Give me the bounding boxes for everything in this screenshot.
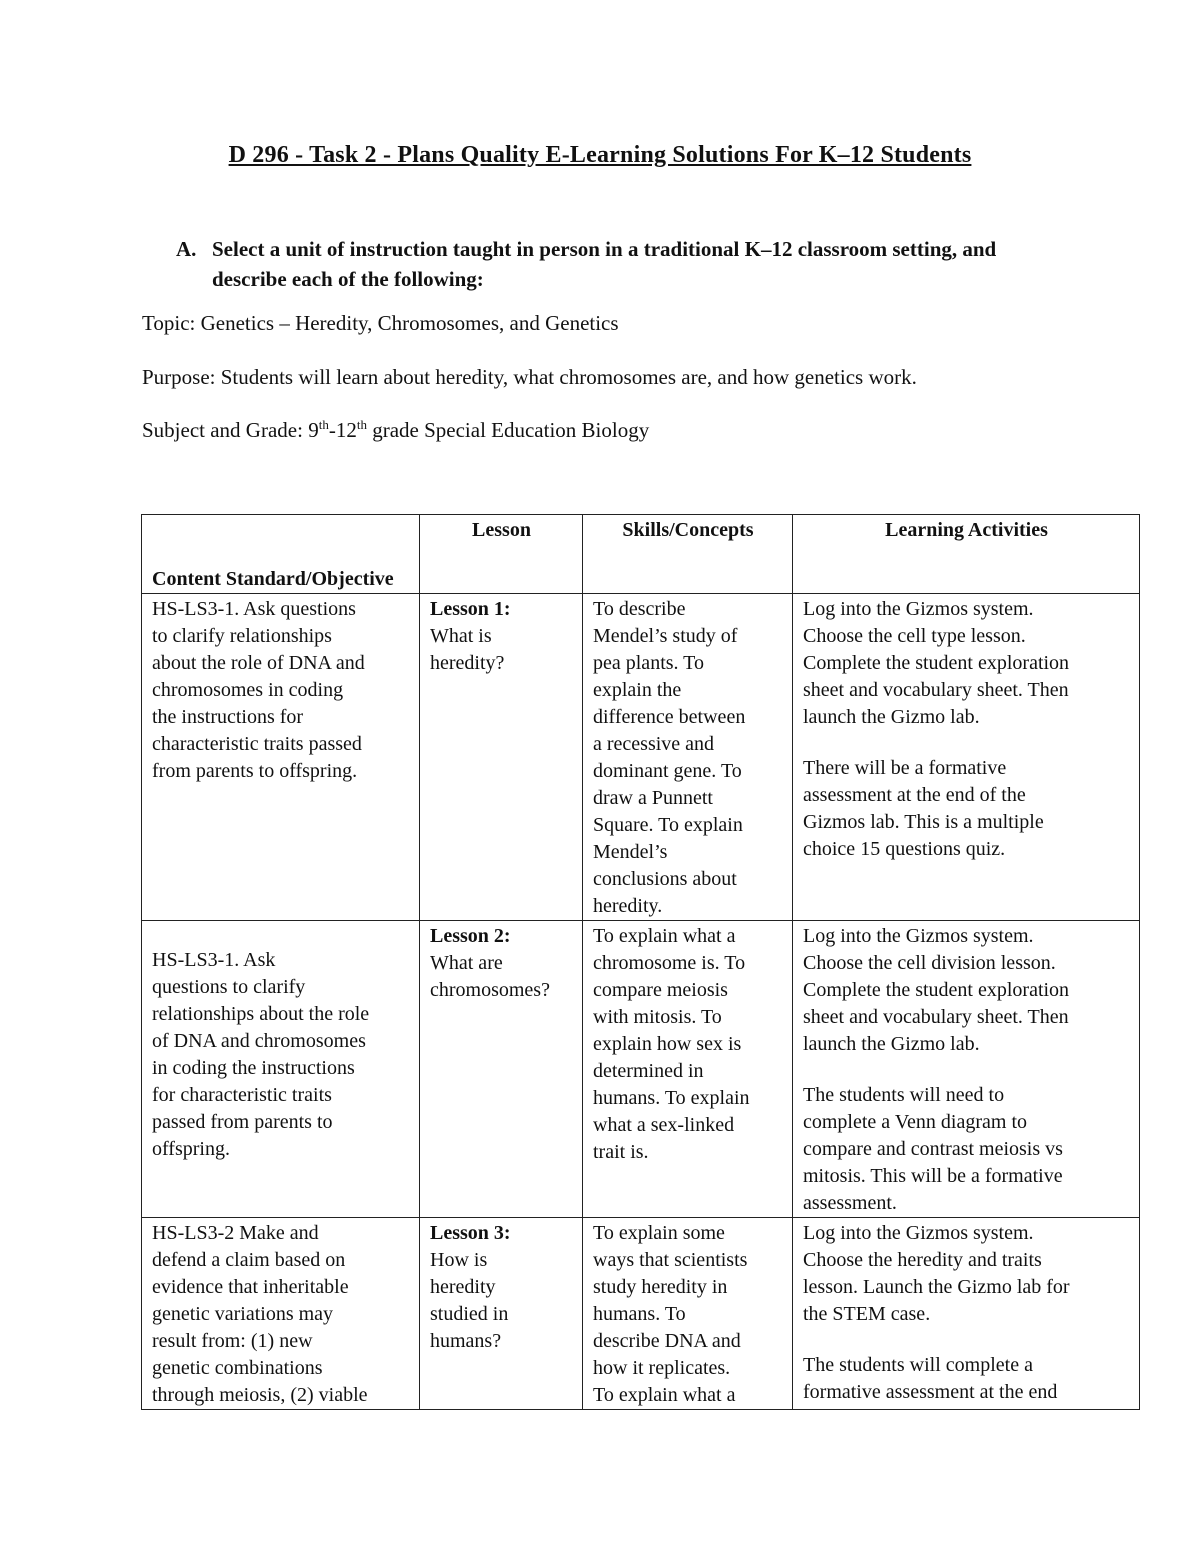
header-content-standard: Content Standard/Objective — [142, 515, 420, 594]
lesson-number: Lesson 2: — [430, 925, 511, 947]
lesson-cell — [420, 921, 583, 1218]
skills-cell — [583, 921, 793, 1218]
lesson-number: Lesson 3: — [430, 1222, 511, 1244]
header-skills: Skills/Concepts — [583, 515, 793, 594]
assessment-text: The students will complete a formative assessment at the end — [803, 1354, 1058, 1403]
standard-cell — [142, 921, 420, 1218]
standard-text: HS-LS3-2 Make and defend a claim based on evidence that inheritable genetic variations may result from: (1) new genetic combinations through meiosis, (2) viable — [152, 1222, 368, 1406]
skills-cell — [583, 1218, 793, 1410]
lesson-cell — [420, 594, 583, 921]
lesson-title: What is heredity? — [430, 625, 505, 674]
unit-plan-table — [141, 514, 1140, 1410]
skills-cell — [583, 594, 793, 921]
subject-middle: -12 — [328, 418, 357, 442]
lesson-title: What are chromosomes? — [430, 952, 550, 1001]
table-header-row — [142, 515, 1140, 594]
skills-text: To explain some ways that scientists study heredity in humans. To describe DNA and how it replicates. To explain what a — [593, 1222, 748, 1406]
activities-cell — [793, 921, 1140, 1218]
standard-cell — [142, 1218, 420, 1410]
assessment-text: The students will need to complete a Venn diagram to compare and contrast meiosis vs mitosis. This will be a formative assessment. — [803, 1084, 1063, 1214]
skills-text: To describe Mendel’s study of pea plants. To explain the difference between a recessive and dominant gene. To draw a Punnett Square. To explain Mendel’s conclusions about heredity. — [593, 598, 746, 917]
subject-prefix: Subject and Grade: 9 — [142, 418, 319, 442]
list-marker: A. — [176, 237, 197, 261]
header-activities: Learning Activities — [793, 515, 1140, 594]
lesson-cell — [420, 1218, 583, 1410]
table-row — [142, 1218, 1140, 1410]
activities-cell — [793, 594, 1140, 921]
subject-grade-line — [142, 417, 649, 443]
activities-cell — [793, 1218, 1140, 1410]
table-row — [142, 921, 1140, 1218]
ordinal-suffix: th — [318, 417, 329, 432]
lesson-title: How is heredity studied in humans? — [430, 1249, 509, 1352]
standard-text: HS-LS3-1. Ask questions to clarify relationships about the role of DNA and chromosomes in coding the instructions for characteristic traits passed from parents to offspring. — [152, 949, 370, 1160]
activity-text: Log into the Gizmos system. Choose the cell type lesson. Complete the student exploration sheet and vocabulary sheet. Then launch the Gizmo lab. — [803, 598, 1070, 728]
lesson-number: Lesson 1: — [430, 598, 511, 620]
subject-suffix: grade Special Education Biology — [366, 418, 650, 442]
activity-text: Log into the Gizmos system. Choose the heredity and traits lesson. Launch the Gizmo lab for the STEM case. — [803, 1222, 1070, 1325]
standard-cell — [142, 594, 420, 921]
assessment-text: There will be a formative assessment at the end of the Gizmos lab. This is a multiple choice 15 questions quiz. — [803, 757, 1044, 860]
purpose-line: Purpose: Students will learn about heredity, what chromosomes are, and how genetics work. — [142, 365, 917, 389]
skills-text: To explain what a chromosome is. To compare meiosis with mitosis. To explain how sex is determined in humans. To explain what a sex-linked trait is. — [593, 925, 750, 1163]
question-text: Select a unit of instruction taught in person in a traditional K–12 classroom setting, and describe each of the following: — [212, 237, 997, 291]
page-title: D 296 - Task 2 - Plans Quality E-Learning Solutions For K–12 Students — [228, 142, 972, 168]
activity-text: Log into the Gizmos system. Choose the cell division lesson. Complete the student exploration sheet and vocabulary sheet. Then launch the Gizmo lab. — [803, 925, 1070, 1055]
ordinal-suffix: th — [356, 417, 367, 432]
table-row — [142, 594, 1140, 921]
header-lesson: Lesson — [420, 515, 583, 594]
topic-line: Topic: Genetics – Heredity, Chromosomes, and Genetics — [142, 311, 619, 335]
standard-text: HS-LS3-1. Ask questions to clarify relationships about the role of DNA and chromosomes in coding the instructions for characteristic traits passed from parents to offspring. — [152, 598, 365, 782]
